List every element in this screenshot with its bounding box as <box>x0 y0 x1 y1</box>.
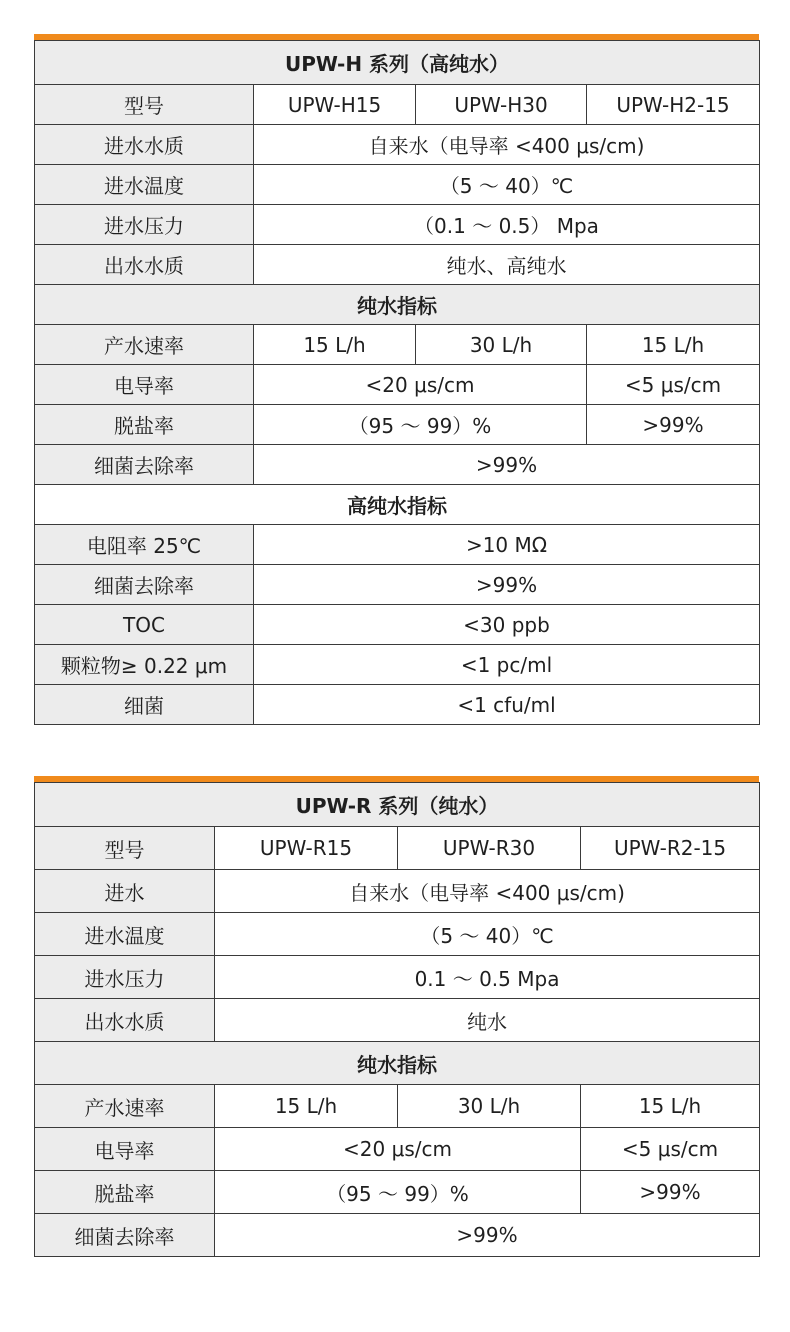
salt-rejection-cell: （95 ～ 99）% <box>215 1171 581 1214</box>
conductivity-cell: <20 μs/cm <box>254 365 587 405</box>
flow-rate-cell: 15 L/h <box>254 325 416 365</box>
table-title: UPW-H 系列（高纯水） <box>35 41 760 85</box>
table-row <box>35 1171 760 1214</box>
model-cell: UPW-H15 <box>254 85 416 125</box>
upw-r-spec-table <box>34 776 759 1257</box>
pure-water-section-heading: 纯水指标 <box>35 285 760 325</box>
table-row <box>35 827 760 870</box>
table-row <box>35 525 760 565</box>
ultrapure-section-heading: 高纯水指标 <box>35 485 760 525</box>
resistivity-label: 电阻率 25℃ <box>35 525 254 565</box>
table-title-row <box>35 783 760 827</box>
inlet-label: 进水 <box>35 870 215 913</box>
inlet-temp-label: 进水温度 <box>35 913 215 956</box>
table-row <box>35 605 760 645</box>
conductivity-cell: <5 μs/cm <box>587 365 760 405</box>
salt-rejection-cell: >99% <box>587 405 760 445</box>
section-row <box>35 285 760 325</box>
table-row <box>35 445 760 485</box>
inlet-quality-label: 进水水质 <box>35 125 254 165</box>
table-row <box>35 205 760 245</box>
model-cell: UPW-H30 <box>416 85 587 125</box>
particle-value: <1 pc/ml <box>254 645 760 685</box>
bacteria-removal-label: 细菌去除率 <box>35 445 254 485</box>
outlet-quality-value: 纯水 <box>215 999 760 1042</box>
bacteria-removal-value: >99% <box>215 1214 760 1257</box>
resistivity-value: >10 MΩ <box>254 525 760 565</box>
table-row <box>35 245 760 285</box>
flow-rate-cell: 15 L/h <box>215 1085 398 1128</box>
bacteria-removal-label: 细菌去除率 <box>35 565 254 605</box>
outlet-quality-label: 出水水质 <box>35 245 254 285</box>
inlet-temp-value: （5 ～ 40）℃ <box>254 165 760 205</box>
inlet-value: 自来水（电导率 <400 μs/cm) <box>215 870 760 913</box>
table-row <box>35 1128 760 1171</box>
salt-rejection-cell: （95 ～ 99）% <box>254 405 587 445</box>
flow-rate-label: 产水速率 <box>35 1085 215 1128</box>
table-row <box>35 999 760 1042</box>
particle-label: 颗粒物≥ 0.22 μm <box>35 645 254 685</box>
bacteria-removal-value: >99% <box>254 565 760 605</box>
model-cell: UPW-R2-15 <box>581 827 760 870</box>
conductivity-cell: <20 μs/cm <box>215 1128 581 1171</box>
bacteria-label: 细菌 <box>35 685 254 725</box>
section-row <box>35 485 760 525</box>
flow-rate-cell: 15 L/h <box>581 1085 760 1128</box>
model-label: 型号 <box>35 827 215 870</box>
table-row <box>35 125 760 165</box>
model-cell: UPW-R30 <box>398 827 581 870</box>
flow-rate-cell: 30 L/h <box>398 1085 581 1128</box>
salt-rejection-label: 脱盐率 <box>35 405 254 445</box>
inlet-temp-value: （5 ～ 40）℃ <box>215 913 760 956</box>
outlet-quality-label: 出水水质 <box>35 999 215 1042</box>
table-row <box>35 565 760 605</box>
toc-value: <30 ppb <box>254 605 760 645</box>
table-row <box>35 85 760 125</box>
salt-rejection-label: 脱盐率 <box>35 1171 215 1214</box>
table-title: UPW-R 系列（纯水） <box>35 783 760 827</box>
table-row <box>35 365 760 405</box>
toc-label: TOC <box>35 605 254 645</box>
inlet-pressure-value: （0.1 ～ 0.5） Mpa <box>254 205 760 245</box>
upw-h-spec-table <box>34 34 759 725</box>
inlet-pressure-label: 进水压力 <box>35 205 254 245</box>
section-row <box>35 1042 760 1085</box>
outlet-quality-value: 纯水、高纯水 <box>254 245 760 285</box>
model-cell: UPW-R15 <box>215 827 398 870</box>
inlet-pressure-label: 进水压力 <box>35 956 215 999</box>
bacteria-removal-value: >99% <box>254 445 760 485</box>
model-cell: UPW-H2-15 <box>587 85 760 125</box>
table-row <box>35 405 760 445</box>
table-row <box>35 913 760 956</box>
conductivity-label: 电导率 <box>35 365 254 405</box>
model-label: 型号 <box>35 85 254 125</box>
flow-rate-cell: 30 L/h <box>416 325 587 365</box>
table-row <box>35 870 760 913</box>
table-row <box>35 685 760 725</box>
inlet-pressure-value: 0.1 ～ 0.5 Mpa <box>215 956 760 999</box>
pure-water-section-heading: 纯水指标 <box>35 1042 760 1085</box>
table-row <box>35 1085 760 1128</box>
bacteria-value: <1 cfu/ml <box>254 685 760 725</box>
salt-rejection-cell: >99% <box>581 1171 760 1214</box>
table-row <box>35 1214 760 1257</box>
table-title-row <box>35 41 760 85</box>
inlet-temp-label: 进水温度 <box>35 165 254 205</box>
table-row <box>35 956 760 999</box>
table-row <box>35 645 760 685</box>
table-row <box>35 165 760 205</box>
flow-rate-cell: 15 L/h <box>587 325 760 365</box>
upw-r-table <box>34 782 760 1257</box>
conductivity-cell: <5 μs/cm <box>581 1128 760 1171</box>
bacteria-removal-label: 细菌去除率 <box>35 1214 215 1257</box>
table-row <box>35 325 760 365</box>
inlet-quality-value: 自来水（电导率 <400 μs/cm) <box>254 125 760 165</box>
upw-h-table <box>34 40 760 725</box>
conductivity-label: 电导率 <box>35 1128 215 1171</box>
flow-rate-label: 产水速率 <box>35 325 254 365</box>
